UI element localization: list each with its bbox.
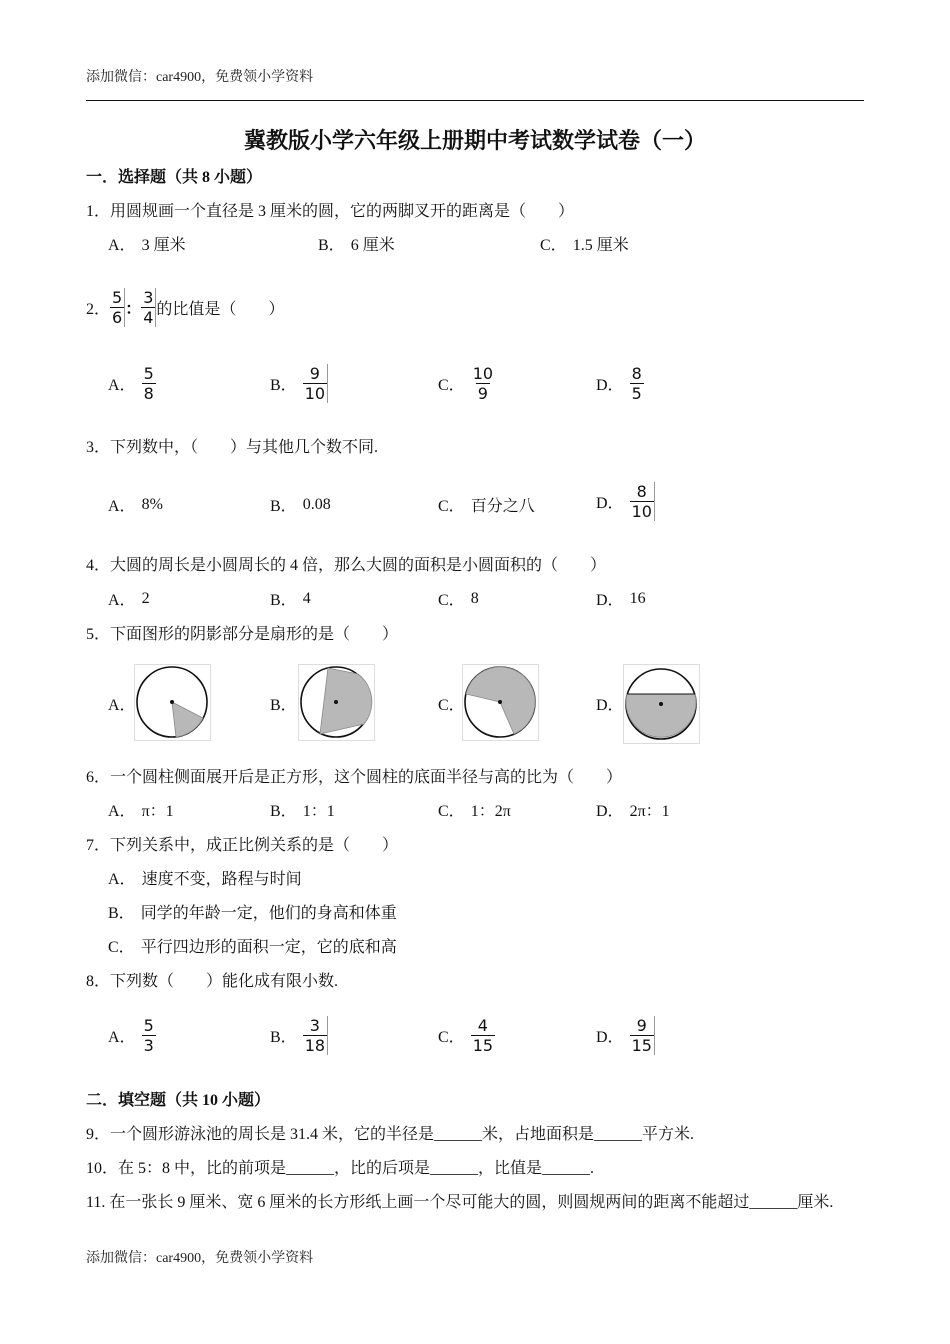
option-text: 8% [141, 495, 163, 513]
numerator: 4 [477, 1016, 488, 1035]
denominator: 8 [143, 384, 154, 403]
center-dot [659, 702, 663, 706]
question-7-stem: 7．下列关系中，成正比例关系的是（ ） [86, 837, 399, 854]
numerator: 8 [631, 364, 642, 383]
option-label: A． [108, 237, 136, 254]
option-text: 1：2π [470, 803, 511, 820]
question-6-option-d[interactable] [596, 798, 670, 821]
question-8-option-b[interactable] [270, 1016, 328, 1055]
option-label: D． [596, 803, 624, 820]
option-label: A． [108, 697, 136, 714]
center-dot [498, 700, 502, 704]
option-label: C． [438, 697, 465, 714]
fraction [471, 364, 495, 403]
header-rule [86, 100, 864, 101]
section-heading-fill: 二．填空题（共 10 小题） [86, 1092, 271, 1109]
option-text: 6 厘米 [350, 237, 395, 254]
option-label: B． [270, 803, 297, 820]
option-label: B． [270, 498, 297, 515]
question-2-option-c[interactable] [438, 364, 495, 403]
option-label: D． [596, 495, 624, 512]
option-text: π：1 [141, 803, 174, 820]
fraction [142, 1016, 156, 1055]
option-label: A． [108, 803, 136, 820]
option-text: 2 [141, 589, 150, 607]
question-7-option-c[interactable] [108, 934, 397, 957]
circle-figure-a[interactable] [134, 664, 212, 742]
option-label: B． [270, 697, 297, 714]
denominator: 6 [112, 308, 123, 327]
fraction [303, 1016, 328, 1055]
question-6-stem: 6．一个圆柱侧面展开后是正方形，这个圆柱的底面半径与高的比为（ ） [86, 769, 623, 786]
question-8-option-c[interactable] [438, 1016, 495, 1055]
denominator: 15 [472, 1036, 494, 1055]
numerator: 5 [112, 288, 123, 307]
option-text: 同学的年龄一定，他们的身高和体重 [140, 905, 397, 922]
option-label: C． [438, 803, 465, 820]
option-label: C． [438, 592, 465, 609]
circle-figure-b[interactable] [298, 664, 376, 742]
question-8-option-a[interactable] [108, 1016, 156, 1055]
question-10: 10．在 5：8 中，比的前项是______，比的后项是______，比值是______. [86, 1160, 595, 1177]
option-label: B． [108, 905, 135, 922]
numerator: 3 [143, 288, 154, 307]
section-heading-choice: 一．选择题（共 8 小题） [86, 169, 263, 186]
option-label: D． [596, 377, 624, 394]
question-7-option-b[interactable] [108, 900, 397, 923]
question-1-stem: 1．用圆规画一个直径是 3 厘米的圆，它的两脚叉开的距离是（ ） [86, 203, 575, 220]
center-dot [170, 700, 174, 704]
option-label: B． [270, 377, 297, 394]
question-5-stem: 5．下面图形的阴影部分是扇形的是（ ） [86, 626, 399, 643]
question-6-option-b[interactable] [270, 798, 335, 821]
question-3-stem: 3．下列数中，（ ）与其他几个数不同. [86, 439, 379, 456]
question-6-option-a[interactable] [108, 798, 174, 821]
option-label: A． [108, 871, 136, 888]
fraction [142, 364, 156, 403]
option-text: 8 [470, 589, 479, 607]
question-7-option-a[interactable] [108, 866, 302, 889]
option-label: C． [438, 377, 465, 394]
shaded-region [626, 694, 696, 737]
question-9: 9．一个圆形游泳池的周长是 31.4 米，它的半径是______米，占地面积是______平方米. [86, 1126, 695, 1143]
fraction [141, 288, 156, 327]
numerator: 9 [309, 364, 320, 383]
question-number: 2． [86, 301, 111, 318]
option-text: 4 [302, 589, 311, 607]
option-text: 2π：1 [629, 803, 670, 820]
option-label: C． [438, 1029, 465, 1046]
question-3-option-c[interactable] [438, 493, 535, 516]
ratio-colon: ： [125, 301, 142, 318]
option-label: B． [318, 237, 345, 254]
numerator: 8 [636, 482, 647, 501]
question-4-option-c[interactable] [438, 587, 479, 610]
question-3-option-d[interactable] [596, 482, 655, 521]
question-2-stem [86, 288, 284, 327]
question-1-option-c[interactable] [540, 232, 629, 255]
option-text: 16 [629, 589, 646, 607]
option-label: A． [108, 498, 136, 515]
option-text: 百分之八 [470, 498, 535, 515]
question-2-option-a[interactable] [108, 364, 156, 403]
circle-figure-d[interactable] [623, 664, 701, 744]
denominator: 15 [631, 1036, 652, 1055]
option-label: D． [596, 1029, 624, 1046]
denominator: 10 [304, 384, 326, 403]
option-label: A． [108, 592, 136, 609]
fraction [630, 482, 655, 521]
option-text: 0.08 [302, 495, 331, 513]
header-text: 添加微信：car4900，免费领小学资料 [86, 70, 314, 85]
option-label: C． [438, 498, 465, 515]
fraction [471, 1016, 495, 1055]
question-3-option-b[interactable] [270, 493, 331, 516]
page-title: 冀教版小学六年级上册期中考试数学试卷（一） [243, 128, 706, 153]
denominator: 4 [143, 308, 154, 327]
question-1-option-a[interactable] [108, 232, 186, 255]
numerator: 9 [636, 1016, 647, 1035]
question-8-stem: 8．下列数（ ）能化成有限小数. [86, 973, 339, 990]
option-text: 3 厘米 [141, 237, 186, 254]
denominator: 3 [143, 1036, 154, 1055]
option-text: 速度不变，路程与时间 [141, 871, 302, 888]
question-4-stem: 4．大圆的周长是小圆周长的 4 倍，那么大圆的面积是小圆面积的（ ） [86, 557, 607, 574]
denominator: 18 [304, 1036, 326, 1055]
denominator: 9 [477, 384, 488, 403]
footer-text: 添加微信：car4900，免费领小学资料 [86, 1251, 314, 1266]
numerator: 3 [309, 1016, 320, 1035]
circle-figure-c[interactable] [462, 664, 540, 742]
question-2-option-d[interactable] [596, 364, 644, 403]
shaded-region [320, 668, 372, 734]
fraction [630, 364, 644, 403]
option-label: C． [540, 237, 567, 254]
option-label: D． [596, 592, 624, 609]
option-label: A． [108, 377, 136, 394]
question-3-option-a[interactable] [108, 493, 163, 516]
numerator: 10 [472, 364, 494, 383]
option-label: B． [270, 1029, 297, 1046]
fraction [303, 364, 328, 403]
option-label: D． [596, 697, 624, 714]
question-6-option-c[interactable] [438, 798, 511, 821]
numerator: 5 [143, 1016, 154, 1035]
question-4-option-b[interactable] [270, 587, 311, 610]
denominator: 10 [631, 502, 652, 521]
question-2-option-b[interactable] [270, 364, 328, 403]
fraction [110, 288, 125, 327]
center-dot [334, 700, 338, 704]
option-label: A． [108, 1029, 136, 1046]
question-11: 11. 在一张长 9 厘米、宽 6 厘米的长方形纸上画一个尽可能大的圆，则圆规两间的距离不能超过______厘米. [86, 1194, 834, 1211]
option-text: 1.5 厘米 [572, 237, 629, 254]
option-label: B． [270, 592, 297, 609]
question-text: 的比值是（ ） [156, 301, 285, 318]
numerator: 5 [143, 364, 154, 383]
option-text: 平行四边形的面积一定，它的底和高 [140, 939, 397, 956]
denominator: 5 [631, 384, 642, 403]
question-4-option-a[interactable] [108, 587, 150, 610]
fraction [630, 1016, 655, 1055]
option-text: 1：1 [302, 803, 335, 820]
question-1-option-b[interactable] [318, 232, 395, 255]
question-8-option-d[interactable] [596, 1016, 655, 1055]
question-4-option-d[interactable] [596, 587, 646, 610]
option-label: C． [108, 939, 135, 956]
